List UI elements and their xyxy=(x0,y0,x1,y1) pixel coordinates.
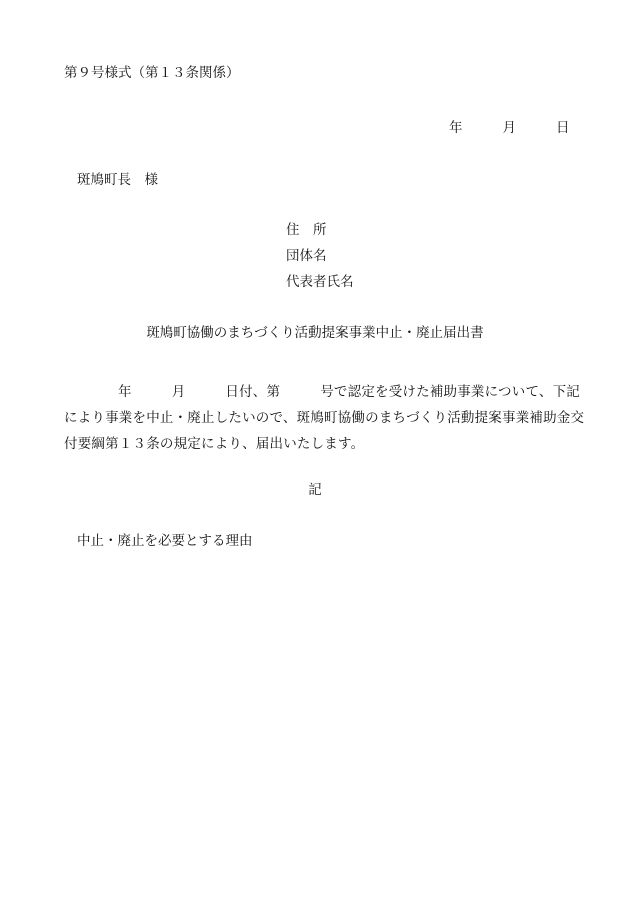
body-year: 年 xyxy=(118,384,132,400)
body-line-3: 付要綱第１３条の規定により、届出いたします。 xyxy=(64,436,365,452)
body-day-number: 日付、第 xyxy=(225,384,281,400)
document-title: 斑鳩町協働のまちづくり活動提案事業中止・廃止届出書 xyxy=(146,325,484,341)
applicant-block xyxy=(286,224,354,302)
body-line-2: により事業を中止・廃止したいので、斑鳩町協働のまちづくり活動提案事業補助金交 xyxy=(64,410,585,426)
body-month: 月 xyxy=(171,384,186,400)
body-paragraph xyxy=(64,379,585,457)
addressee: 斑鳩町長 様 xyxy=(77,172,158,188)
ki-label: 記 xyxy=(308,482,322,498)
form-number-label: 第９号様式（第１３条関係） xyxy=(64,65,240,81)
date-day-label: 日 xyxy=(556,120,570,136)
body-line-1 xyxy=(64,379,579,405)
date-year-label: 年 xyxy=(449,120,463,136)
group-name-label: 団体名 xyxy=(286,248,327,264)
date-line xyxy=(449,122,570,136)
representative-name-label: 代表者氏名 xyxy=(286,274,354,290)
date-month-label: 月 xyxy=(502,120,516,136)
address-label: 住 所 xyxy=(286,222,327,238)
body-line-1-rest: 号で認定を受けた補助事業について、下記 xyxy=(320,384,580,400)
reason-label: 中止・廃止を必要とする理由 xyxy=(77,533,253,549)
